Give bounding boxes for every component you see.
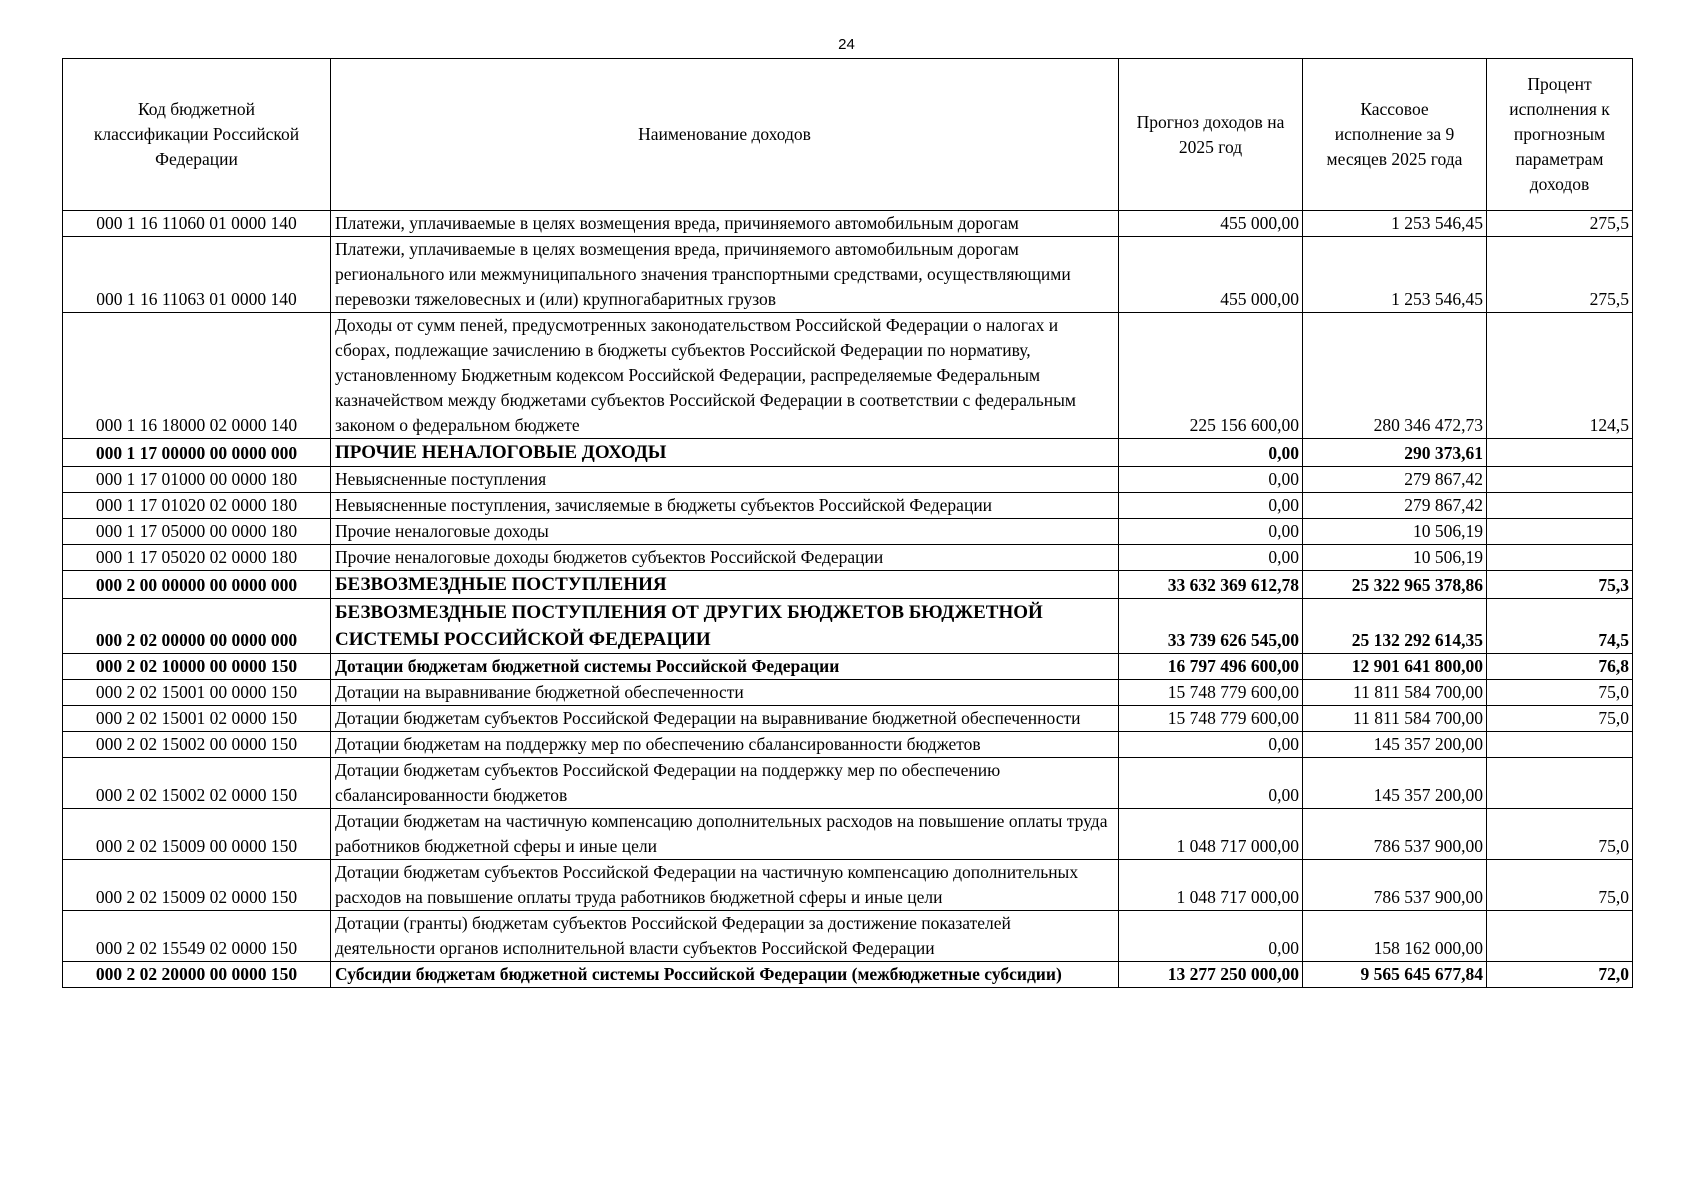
cell-execution: 279 867,42 bbox=[1303, 467, 1487, 493]
cell-code: 000 2 02 20000 00 0000 150 bbox=[63, 962, 331, 988]
cell-name: Доходы от сумм пеней, предусмотренных законодательством Российской Федерации о налогах и сборах, подлежащие зачислению в бюджеты субъектов Российской Федерации по нормативу, установленному Бюджетным кодексом Российской Федерации, распределяемые Федеральным казначейством между бюджетами субъектов Российской Федерации в соответствии с федеральным законом о федеральном бюджете bbox=[331, 313, 1119, 439]
cell-execution: 10 506,19 bbox=[1303, 519, 1487, 545]
cell-execution: 158 162 000,00 bbox=[1303, 911, 1487, 962]
cell-name: Дотации бюджетам бюджетной системы Российской Федерации bbox=[331, 654, 1119, 680]
cell-code: 000 1 16 11060 01 0000 140 bbox=[63, 211, 331, 237]
header-forecast: Прогноз доходов на 2025 год bbox=[1119, 59, 1303, 211]
cell-code: 000 2 02 15001 00 0000 150 bbox=[63, 680, 331, 706]
cell-execution: 12 901 641 800,00 bbox=[1303, 654, 1487, 680]
cell-forecast: 0,00 bbox=[1119, 545, 1303, 571]
cell-code: 000 2 02 10000 00 0000 150 bbox=[63, 654, 331, 680]
table-row bbox=[63, 519, 1633, 545]
cell-name: Дотации бюджетам субъектов Российской Федерации на частичную компенсацию дополнительных расходов на повышение оплаты труда работников бюджетной сферы и иные цели bbox=[331, 860, 1119, 911]
cell-forecast: 0,00 bbox=[1119, 732, 1303, 758]
cell-execution: 145 357 200,00 bbox=[1303, 758, 1487, 809]
cell-code: 000 2 00 00000 00 0000 000 bbox=[63, 571, 331, 599]
table-row bbox=[63, 732, 1633, 758]
header-percent: Процент исполнения к прогнозным параметрам доходов bbox=[1487, 59, 1633, 211]
header-name: Наименование доходов bbox=[331, 59, 1119, 211]
header-code: Код бюджетной классификации Российской Федерации bbox=[63, 59, 331, 211]
cell-name: Дотации бюджетам на частичную компенсацию дополнительных расходов на повышение оплаты труда работников бюджетной сферы и иные цели bbox=[331, 809, 1119, 860]
cell-name: БЕЗВОЗМЕЗДНЫЕ ПОСТУПЛЕНИЯ ОТ ДРУГИХ БЮДЖЕТОВ БЮДЖЕТНОЙ СИСТЕМЫ РОССИЙСКОЙ ФЕДЕРАЦИИ bbox=[331, 599, 1119, 654]
cell-forecast: 13 277 250 000,00 bbox=[1119, 962, 1303, 988]
cell-execution: 9 565 645 677,84 bbox=[1303, 962, 1487, 988]
cell-forecast: 455 000,00 bbox=[1119, 211, 1303, 237]
cell-forecast: 455 000,00 bbox=[1119, 237, 1303, 313]
cell-name: Платежи, уплачиваемые в целях возмещения вреда, причиняемого автомобильным дорогам регионального или межмуниципального значения транспортными средствами, осуществляющими перевозки тяжеловесных и (или) крупногабаритных грузов bbox=[331, 237, 1119, 313]
cell-percent: 75,0 bbox=[1487, 706, 1633, 732]
revenue-table bbox=[62, 58, 1633, 988]
table-row bbox=[63, 758, 1633, 809]
cell-code: 000 2 02 00000 00 0000 000 bbox=[63, 599, 331, 654]
cell-name: Дотации бюджетам субъектов Российской Федерации на поддержку мер по обеспечению сбалансированности бюджетов bbox=[331, 758, 1119, 809]
cell-execution: 279 867,42 bbox=[1303, 493, 1487, 519]
cell-percent bbox=[1487, 545, 1633, 571]
cell-percent: 76,8 bbox=[1487, 654, 1633, 680]
cell-percent bbox=[1487, 758, 1633, 809]
cell-percent: 75,0 bbox=[1487, 809, 1633, 860]
cell-execution: 1 253 546,45 bbox=[1303, 237, 1487, 313]
cell-name: Субсидии бюджетам бюджетной системы Российской Федерации (межбюджетные субсидии) bbox=[331, 962, 1119, 988]
cell-code: 000 2 02 15009 00 0000 150 bbox=[63, 809, 331, 860]
table-row bbox=[63, 439, 1633, 467]
cell-percent: 75,0 bbox=[1487, 860, 1633, 911]
cell-forecast: 15 748 779 600,00 bbox=[1119, 680, 1303, 706]
cell-name: Прочие неналоговые доходы bbox=[331, 519, 1119, 545]
page-number: 24 bbox=[838, 36, 855, 53]
cell-percent bbox=[1487, 439, 1633, 467]
cell-name: Дотации (гранты) бюджетам субъектов Российской Федерации за достижение показателей деятельности органов исполнительной власти субъектов Российской Федерации bbox=[331, 911, 1119, 962]
cell-percent bbox=[1487, 493, 1633, 519]
table-row bbox=[63, 571, 1633, 599]
cell-name: БЕЗВОЗМЕЗДНЫЕ ПОСТУПЛЕНИЯ bbox=[331, 571, 1119, 599]
cell-code: 000 2 02 15001 02 0000 150 bbox=[63, 706, 331, 732]
header-execution: Кассовое исполнение за 9 месяцев 2025 года bbox=[1303, 59, 1487, 211]
cell-forecast: 15 748 779 600,00 bbox=[1119, 706, 1303, 732]
table-row bbox=[63, 211, 1633, 237]
cell-execution: 145 357 200,00 bbox=[1303, 732, 1487, 758]
cell-code: 000 1 17 01000 00 0000 180 bbox=[63, 467, 331, 493]
table-row bbox=[63, 680, 1633, 706]
cell-code: 000 2 02 15549 02 0000 150 bbox=[63, 911, 331, 962]
table-row bbox=[63, 237, 1633, 313]
table-row bbox=[63, 545, 1633, 571]
cell-percent: 275,5 bbox=[1487, 237, 1633, 313]
cell-code: 000 1 17 05000 00 0000 180 bbox=[63, 519, 331, 545]
cell-execution: 11 811 584 700,00 bbox=[1303, 706, 1487, 732]
cell-forecast: 0,00 bbox=[1119, 519, 1303, 545]
cell-execution: 25 322 965 378,86 bbox=[1303, 571, 1487, 599]
cell-forecast: 0,00 bbox=[1119, 911, 1303, 962]
cell-execution: 1 253 546,45 bbox=[1303, 211, 1487, 237]
cell-execution: 10 506,19 bbox=[1303, 545, 1487, 571]
cell-code: 000 2 02 15002 02 0000 150 bbox=[63, 758, 331, 809]
cell-forecast: 1 048 717 000,00 bbox=[1119, 809, 1303, 860]
cell-execution: 786 537 900,00 bbox=[1303, 860, 1487, 911]
cell-percent: 74,5 bbox=[1487, 599, 1633, 654]
cell-code: 000 1 17 05020 02 0000 180 bbox=[63, 545, 331, 571]
cell-name: Невыясненные поступления bbox=[331, 467, 1119, 493]
cell-code: 000 1 16 18000 02 0000 140 bbox=[63, 313, 331, 439]
table-row bbox=[63, 860, 1633, 911]
cell-percent: 75,0 bbox=[1487, 680, 1633, 706]
cell-forecast: 1 048 717 000,00 bbox=[1119, 860, 1303, 911]
table-row bbox=[63, 493, 1633, 519]
table-header-row bbox=[63, 59, 1633, 211]
cell-percent: 75,3 bbox=[1487, 571, 1633, 599]
table-row bbox=[63, 599, 1633, 654]
cell-forecast: 0,00 bbox=[1119, 467, 1303, 493]
cell-forecast: 0,00 bbox=[1119, 758, 1303, 809]
cell-code: 000 2 02 15009 02 0000 150 bbox=[63, 860, 331, 911]
cell-name: Прочие неналоговые доходы бюджетов субъектов Российской Федерации bbox=[331, 545, 1119, 571]
table-row bbox=[63, 313, 1633, 439]
cell-percent: 124,5 bbox=[1487, 313, 1633, 439]
cell-percent bbox=[1487, 911, 1633, 962]
cell-forecast: 33 739 626 545,00 bbox=[1119, 599, 1303, 654]
table-row bbox=[63, 706, 1633, 732]
cell-execution: 25 132 292 614,35 bbox=[1303, 599, 1487, 654]
cell-name: Дотации бюджетам субъектов Российской Федерации на выравнивание бюджетной обеспеченности bbox=[331, 706, 1119, 732]
cell-name: Невыясненные поступления, зачисляемые в бюджеты субъектов Российской Федерации bbox=[331, 493, 1119, 519]
cell-forecast: 0,00 bbox=[1119, 439, 1303, 467]
table-row bbox=[63, 962, 1633, 988]
cell-percent: 275,5 bbox=[1487, 211, 1633, 237]
cell-forecast: 0,00 bbox=[1119, 493, 1303, 519]
cell-execution: 11 811 584 700,00 bbox=[1303, 680, 1487, 706]
cell-percent bbox=[1487, 519, 1633, 545]
table-row bbox=[63, 911, 1633, 962]
cell-execution: 290 373,61 bbox=[1303, 439, 1487, 467]
cell-name: Дотации на выравнивание бюджетной обеспеченности bbox=[331, 680, 1119, 706]
cell-name: ПРОЧИЕ НЕНАЛОГОВЫЕ ДОХОДЫ bbox=[331, 439, 1119, 467]
cell-code: 000 1 17 00000 00 0000 000 bbox=[63, 439, 331, 467]
cell-percent bbox=[1487, 732, 1633, 758]
cell-code: 000 1 17 01020 02 0000 180 bbox=[63, 493, 331, 519]
cell-name: Дотации бюджетам на поддержку мер по обеспечению сбалансированности бюджетов bbox=[331, 732, 1119, 758]
cell-forecast: 16 797 496 600,00 bbox=[1119, 654, 1303, 680]
table-body bbox=[63, 211, 1633, 988]
cell-percent: 72,0 bbox=[1487, 962, 1633, 988]
cell-forecast: 225 156 600,00 bbox=[1119, 313, 1303, 439]
table-row bbox=[63, 809, 1633, 860]
cell-code: 000 1 16 11063 01 0000 140 bbox=[63, 237, 331, 313]
cell-code: 000 2 02 15002 00 0000 150 bbox=[63, 732, 331, 758]
cell-execution: 280 346 472,73 bbox=[1303, 313, 1487, 439]
cell-percent bbox=[1487, 467, 1633, 493]
table-row bbox=[63, 654, 1633, 680]
cell-name: Платежи, уплачиваемые в целях возмещения вреда, причиняемого автомобильным дорогам bbox=[331, 211, 1119, 237]
cell-execution: 786 537 900,00 bbox=[1303, 809, 1487, 860]
table-row bbox=[63, 467, 1633, 493]
cell-forecast: 33 632 369 612,78 bbox=[1119, 571, 1303, 599]
